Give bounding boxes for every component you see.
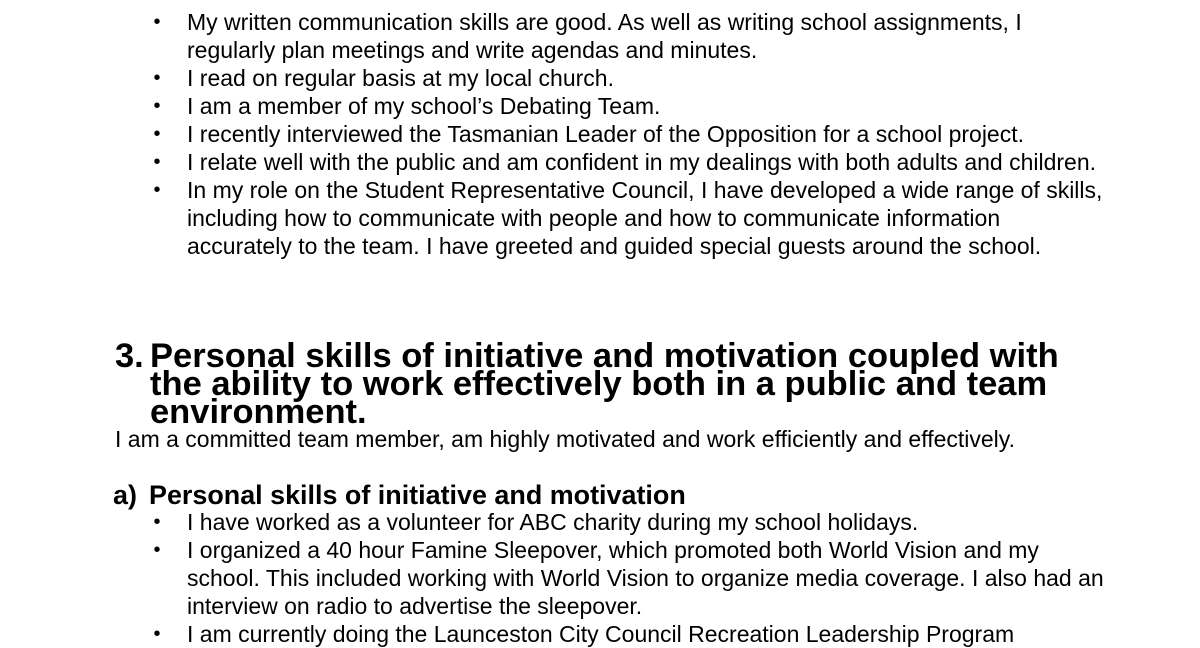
bullet-icon: •: [153, 11, 161, 33]
bullet-icon: •: [153, 95, 161, 117]
bullet-icon: •: [153, 151, 161, 173]
bullet-icon: •: [153, 179, 161, 201]
list-item: [150, 92, 1110, 120]
intro-paragraph: I am a committed team member, am highly motivated and work efficiently and effectively.: [115, 426, 1015, 452]
section-3-heading: [115, 337, 1065, 431]
subsection-title: Personal skills of initiative and motivation: [149, 480, 686, 510]
list-item: [150, 508, 1110, 536]
list-item-text: I relate well with the public and am confident in my dealings with both adults and children.: [187, 149, 1097, 175]
section-number: 3.: [115, 337, 144, 375]
list-item-text: I have worked as a volunteer for ABC charity during my school holidays.: [187, 509, 919, 535]
list-item-text: I am currently doing the Launceston City Council Recreation Leadership Program: [187, 621, 1015, 647]
list-item-text: I read on regular basis at my local church.: [187, 65, 614, 91]
subsection-a-heading: [113, 481, 1063, 509]
initiative-skills-list: [150, 508, 1110, 648]
list-item: [150, 620, 1110, 648]
bullet-icon: •: [153, 511, 161, 533]
bullet-icon: •: [153, 623, 161, 645]
list-item-text: I recently interviewed the Tasmanian Leader of the Opposition for a school project.: [187, 121, 1024, 147]
communication-skills-list: [150, 8, 1110, 260]
subsection-label: a): [113, 480, 137, 510]
list-item: [150, 148, 1110, 176]
bullet-icon: •: [153, 67, 161, 89]
section-title: Personal skills of initiative and motivation coupled with the ability to work effectively both in a public and team environment.: [150, 337, 1059, 431]
list-item: [150, 64, 1110, 92]
list-item-text: I organized a 40 hour Famine Sleepover, which promoted both World Vision and my school. This included working with World Vision to organize media coverage. I also had an interview on radio to advertise the sleepover.: [187, 537, 1104, 619]
bullet-icon: •: [153, 123, 161, 145]
list-item: [150, 176, 1110, 260]
list-item: [150, 120, 1110, 148]
list-item: [150, 536, 1110, 620]
list-item: [150, 8, 1110, 64]
list-item-text: I am a member of my school’s Debating Team.: [187, 93, 661, 119]
list-item-text: In my role on the Student Representative Council, I have developed a wide range of skills, including how to communicate with people and how to communicate information accurately to the team. I have greeted and guided special guests around the school.: [187, 177, 1103, 259]
list-item-text: My written communication skills are good. As well as writing school assignments, I regularly plan meetings and write agendas and minutes.: [187, 9, 1022, 63]
bullet-icon: •: [153, 539, 161, 561]
